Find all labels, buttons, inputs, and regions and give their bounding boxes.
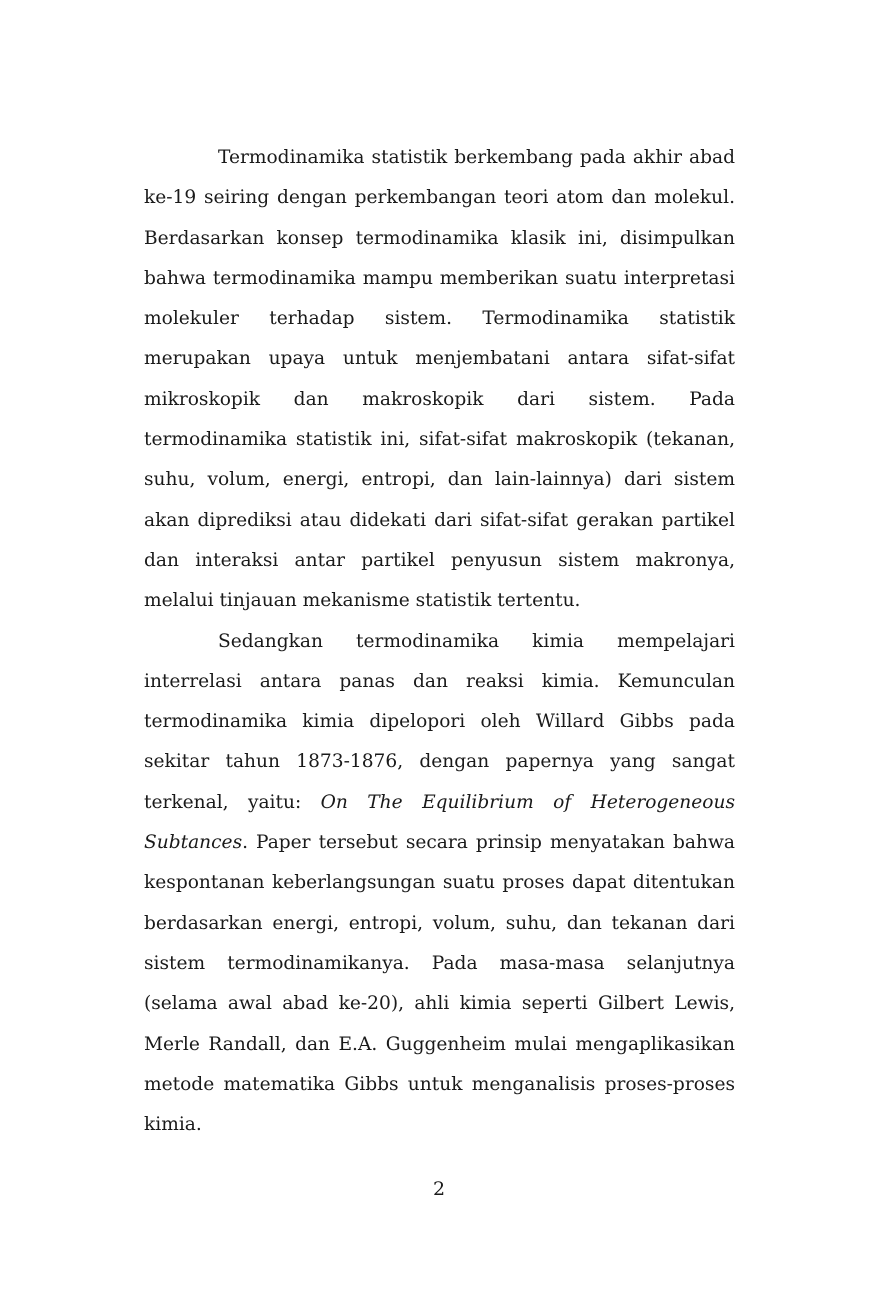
body-text <box>144 138 735 1145</box>
paragraph-2-text-before: Sedangkan termodinamika kimia mempelajari interrelasi antara panas dan reaksi kimia. Kemunculan termodinamika kimia dipelopori oleh Willard Gibbs pada sekitar tahun 1873-1876, dengan papernya yang sangat terkenal, yaitu: <box>144 630 735 813</box>
paragraph-2-text-after: . Paper tersebut secara prinsip menyatakan bahwa kespontanan keberlangsungan suatu proses dapat ditentukan berdasarkan energi, entropi, volum, suhu, dan tekanan dari sistem termodinamikanya. Pada masa-masa selanjutnya (selama awal abad ke-20), ahli kimia seperti Gilbert Lewis, Merle Randall, dan E.A. Guggenheim mulai mengaplikasikan metode matematika Gibbs untuk menganalisis proses-proses kimia. <box>144 832 735 1136</box>
page-number: 2 <box>432 1178 446 1200</box>
paragraph-statistical-thermodynamics <box>144 138 735 622</box>
paper-title-italic: On The Equilibrium of Heterogeneous Subtances <box>144 791 735 854</box>
paragraph-chemical-thermodynamics <box>144 622 735 1146</box>
paragraph-1-text: Termodinamika statistik berkembang pada akhir abad ke-19 seiring dengan perkembangan teori atom dan molekul. Berdasarkan konsep termodinamika klasik ini, disimpulkan bahwa termodinamika mampu memberikan suatu interpretasi molekuler terhadap sistem. Termodinamika statistik merupakan upaya untuk menjembatani antara sifat-sifat mikroskopik dan makroskopik dari sistem. Pada termodinamika statistik ini, sifat-sifat makroskopik (tekanan, suhu, volum, energi, entropi, dan lain-lainnya) dari sistem akan diprediksi atau didekati dari sifat-sifat gerakan partikel dan interaksi antar partikel penyusun sistem makronya, melalui tinjauan mekanisme statistik tertentu. <box>144 147 735 612</box>
